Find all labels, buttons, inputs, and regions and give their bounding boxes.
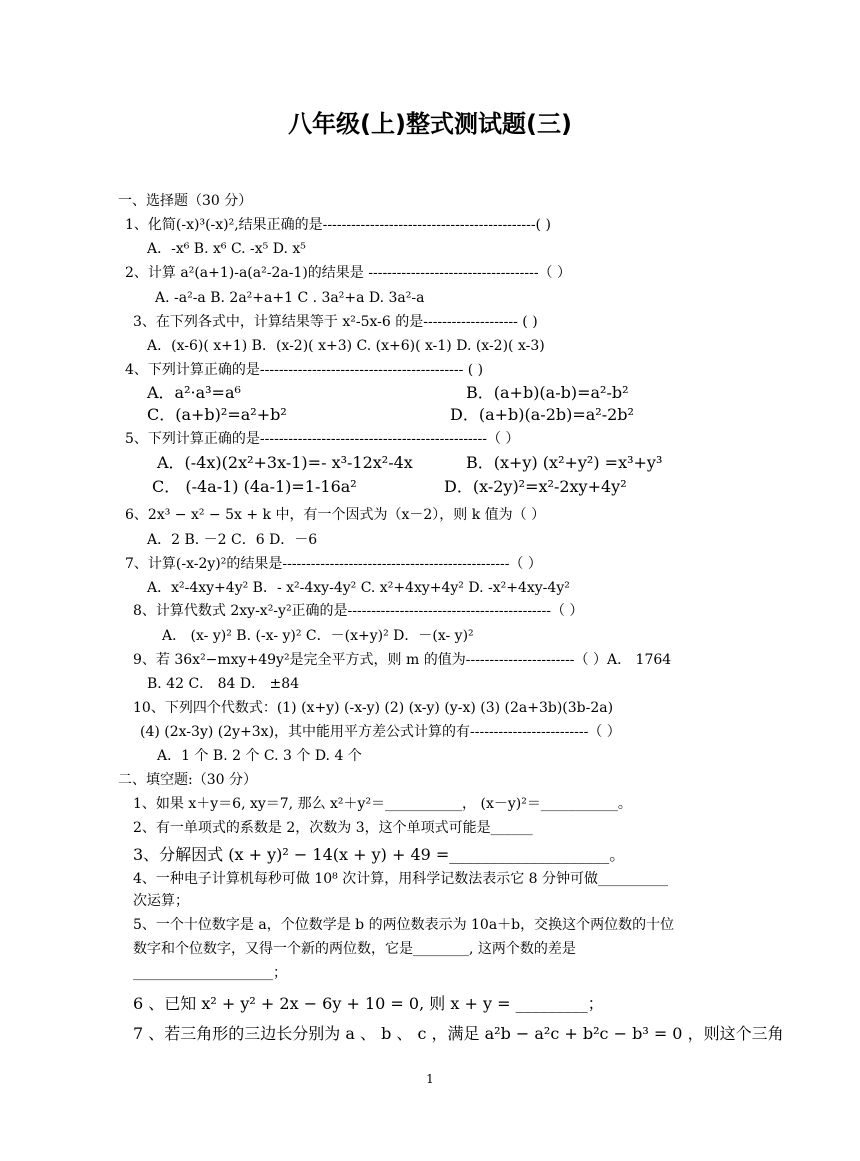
question-3-options: A．(x-6)( x+1) B．(x-2)( x+3) C. (x+6)( x-1) D. (x-2)( x-3): [147, 338, 545, 354]
question-5: 5、下列计算正确的是------------------------------------------------（ ）: [125, 431, 520, 447]
question-6-options: A．2 B. －2 C．6 D．－6: [147, 532, 318, 548]
section-heading-fill: 二、填空题:（30 分）: [118, 772, 257, 788]
question-8-options: A． (x- y)² B. (-x- y)² C．－(x+y)² D．－(x- y)²: [162, 628, 474, 644]
fill-question-5: 5、一个十位数字是 a，个位数学是 b 的两位数表示为 10a＋b，交换这个两位数的十位: [133, 917, 675, 933]
question-2-options: A. -a²-a B. 2a²+a+1 C . 3a²+a D. 3a²-a: [155, 290, 425, 306]
question-7: 7、计算(-x-2y)²的结果是------------------------------------------------（ ）: [125, 556, 542, 572]
question-9: 9、若 36x²−mxy+49y²是完全平方式，则 m 的值为-----------------------（ ）A． 1764: [133, 652, 672, 668]
question-10-options: A．1 个 B. 2 个 C. 3 个 D. 4 个: [157, 748, 362, 764]
fill-question-1: 1、如果 x＋y＝6, xy＝7, 那么 x²＋y²＝___________， (x－y)²＝___________。: [133, 796, 632, 812]
question-1-options: A．-x⁶ B. x⁶ C. -x⁵ D. x⁵: [147, 241, 306, 257]
question-10: 10、下列四个代数式：(1) (x+y) (-x-y) (2) (x-y) (y-x) (3) (2a+3b)(3b-2a): [133, 700, 614, 716]
fill-question-6: 6 、已知 x² + y² + 2x − 6y + 10 = 0, 则 x + y = _________；: [133, 994, 604, 1013]
question-8: 8、计算代数式 2xy-x²-y²正确的是-------------------------------------------（ ）: [133, 603, 584, 619]
page-title: 八年级(上)整式测试题(三): [288, 110, 572, 138]
question-1: 1、化简(-x)³(-x)²,结果正确的是---------------------------------------------( ): [125, 217, 551, 233]
question-5-option-d: D．(x-2y)²=x²-2xy+4y²: [444, 477, 627, 496]
fill-question-4-continued: 次运算；: [133, 893, 189, 909]
section-heading-choice: 一、选择题（30 分）: [118, 193, 253, 209]
fill-question-4: 4、一种电子计算机每秒可做 10⁸ 次计算，用科学记数法表示它 8 分钟可做__________: [133, 871, 669, 887]
page-number: 1: [426, 1072, 434, 1086]
fill-question-5-continued: 数字和个位数字，又得一个新的两位数，它是________, 这两个数的差是: [133, 941, 576, 957]
question-6: 6、2x³ − x² − 5x + k 中，有一个因式为（x－2），则 k 值为（ ）: [125, 507, 546, 523]
question-4-option-c: C．(a+b)²=a²+b²: [147, 405, 287, 424]
question-2: 2、计算 a²(a+1)-a(a²-2a-1)的结果是 ------------------------------------（ ）: [125, 265, 572, 281]
question-3: 3、在下列各式中，计算结果等于 x²-5x-6 的是-------------------- ( ): [133, 314, 538, 330]
question-4-option-a: A．a²·a³=a⁶: [147, 383, 241, 402]
question-10-continued: (4) (2x-3y) (2y+3x)，其中能用平方差公式计算的有-------------------------（ ）: [140, 724, 621, 740]
question-5-option-c: C． (-4a-1) (4a-1)=1-16a²: [152, 477, 357, 496]
fill-question-5-blank: ____________________；: [133, 965, 287, 981]
question-4-option-b: B．(a+b)(a-b)=a²-b²: [466, 383, 629, 402]
fill-question-7: 7 、若三角形的三边长分别为 a 、 b 、 c ，满足 a²b − a²c + b²c − b³ = 0 ，则这个三角: [133, 1024, 784, 1043]
question-9-options: B. 42 C． 84 D． ±84: [147, 676, 300, 692]
question-4: 4、下列计算正确的是------------------------------------------- ( ): [125, 362, 484, 378]
fill-question-3: 3、分解因式 (x + y)² − 14(x + y) + 49 =____________________。: [133, 845, 626, 864]
question-4-option-d: D．(a+b)(a-2b)=a²-2b²: [450, 405, 634, 424]
question-7-options: A．x²-4xy+4y² B．- x²-4xy-4y² C. x²+4xy+4y² D. -x²+4xy-4y²: [147, 580, 570, 596]
question-5-option-b: B．(x+y) (x²+y²) =x³+y³: [466, 453, 663, 472]
fill-question-2: 2、有一单项式的系数是 2，次数为 3，这个单项式可能是______: [133, 820, 533, 836]
question-5-option-a: A．(-4x)(2x²+3x-1)=- x³-12x²-4x: [157, 453, 413, 472]
